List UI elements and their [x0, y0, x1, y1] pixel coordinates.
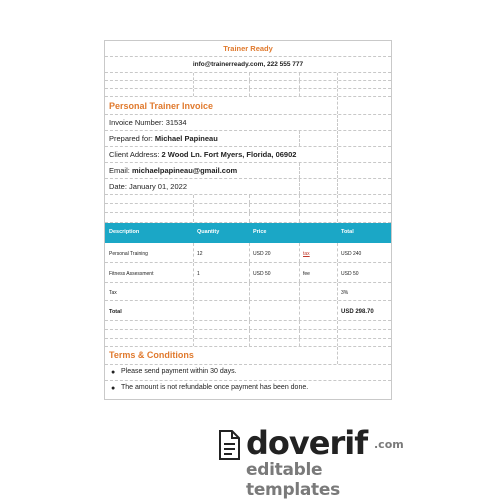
company-row — [105, 41, 391, 57]
invoice-sheet — [104, 40, 392, 400]
col-total-header: Total — [341, 229, 354, 235]
row-description: Fitness Assessment — [109, 271, 154, 277]
date-value: January 01, 2022 — [129, 182, 187, 191]
client-address-value: 2 Wood Ln. Fort Myers, Florida, 06902 — [161, 150, 297, 159]
prepared-for-field — [109, 134, 218, 143]
table-row — [105, 263, 391, 283]
spacer-row — [105, 204, 391, 213]
prepared-for-value: Michael Papineau — [154, 134, 218, 143]
total-label: Total — [109, 309, 122, 315]
table-header-row — [105, 223, 391, 243]
row-price: USD 20 — [253, 251, 271, 257]
table-row — [105, 243, 391, 263]
bullet-icon: ● — [111, 369, 116, 376]
prepared-for-label: Prepared for: — [109, 134, 153, 143]
client-address-field — [109, 150, 296, 159]
row-note: fee — [303, 271, 310, 277]
brand-tagline: editable templates — [246, 460, 340, 500]
tax-row — [105, 283, 391, 301]
date-field — [109, 182, 187, 191]
client-address-label: Client Address: — [109, 150, 160, 159]
email-label: Email: — [109, 166, 130, 175]
email-value: michaelpapineau@gmail.com — [131, 166, 238, 175]
date-label: Date: — [109, 182, 127, 191]
company-name: Trainer Ready — [223, 44, 273, 53]
row-total: USD 50 — [341, 271, 359, 277]
row-note: tax — [303, 251, 310, 257]
row-quantity: 1 — [197, 271, 200, 277]
contact-row — [105, 57, 391, 73]
invoice-title: Personal Trainer Invoice — [109, 101, 214, 111]
row-price: USD 50 — [253, 271, 271, 277]
spacer-row — [105, 339, 391, 347]
bullet-icon: ● — [111, 385, 116, 392]
email-row — [105, 163, 391, 179]
spacer-row — [105, 81, 391, 89]
spacer-row — [105, 89, 391, 97]
document-icon — [218, 430, 240, 460]
spacer-row — [105, 213, 391, 223]
spacer-row — [105, 321, 391, 330]
row-total: USD 240 — [341, 251, 362, 257]
invoice-number-row — [105, 115, 391, 131]
row-quantity: 12 — [197, 251, 203, 257]
row-description: Personal Training — [109, 251, 148, 257]
date-row — [105, 179, 391, 195]
invoice-number-label: Invoice Number: — [109, 118, 164, 127]
client-address-row — [105, 147, 391, 163]
company-contact: info@trainerready.com, 222 555 777 — [192, 61, 304, 68]
tax-label: Tax — [109, 290, 117, 296]
terms-item-text: Please send payment within 30 days. — [121, 368, 237, 375]
tax-value: 3% — [341, 290, 349, 296]
brand-name: doverif — [246, 424, 368, 462]
invoice-number-field — [109, 118, 187, 127]
invoice-number-value: 31534 — [165, 118, 187, 127]
terms-title-row — [105, 347, 391, 365]
terms-item — [105, 365, 391, 381]
brand-suffix: .com — [374, 438, 404, 451]
terms-title: Terms & Conditions — [109, 350, 194, 360]
brand-logo — [218, 424, 408, 500]
terms-item-text: The amount is not refundable once payment has been done. — [121, 384, 309, 391]
email-field — [109, 166, 237, 175]
col-quantity-header: Quantity — [197, 229, 220, 235]
spacer-row — [105, 330, 391, 339]
spacer-row — [105, 73, 391, 81]
terms-item — [105, 381, 391, 399]
col-description-header: Description — [109, 229, 140, 235]
prepared-for-row — [105, 131, 391, 147]
total-value: USD 298.70 — [341, 309, 374, 315]
invoice-title-row — [105, 97, 391, 115]
spacer-row — [105, 195, 391, 204]
total-row — [105, 301, 391, 321]
col-price-header: Price — [253, 229, 267, 235]
